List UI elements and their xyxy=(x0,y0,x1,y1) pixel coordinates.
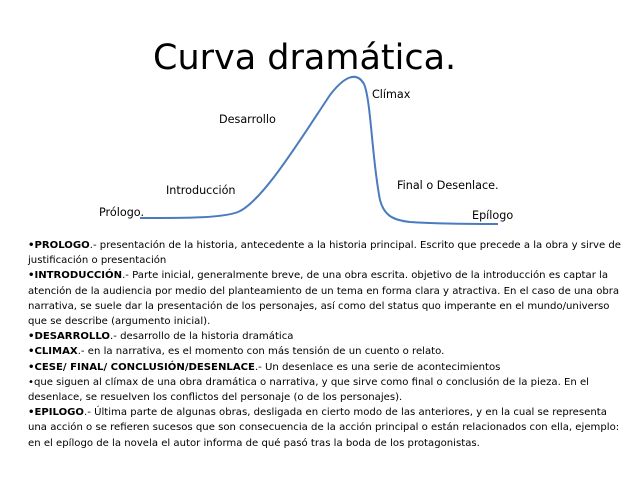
label-epilogo: Epílogo xyxy=(472,209,514,222)
definition-text: .- Un desenlace es una serie de acontecimientos xyxy=(254,361,501,373)
label-prologo: Prólogo. xyxy=(99,206,145,219)
definition-text: .- desarrollo de la historia dramática xyxy=(110,331,294,343)
definition-term: •CLIMAX xyxy=(28,346,78,358)
definition-climax xyxy=(28,344,624,359)
definition-term: •PROLOGO xyxy=(28,240,90,251)
label-final-desenlace: Final o Desenlace. xyxy=(397,179,499,192)
definition-term: •CESE/ FINAL/ CONCLUSIÓN/DESENLACE xyxy=(28,361,255,373)
label-introduccion: Introducción xyxy=(166,184,236,197)
definition-text: •que siguen al clímax de una obra dramática o narrativa, y que sirve como final o conclusión de la pieza. En el desenlace, se resuelven los conflictos del personaje (o de los personajes). xyxy=(28,376,589,404)
definition-term: •DESARROLLO xyxy=(28,331,111,343)
definition-desenlace-continued xyxy=(28,375,624,405)
definition-text: .- presentación de la historia, antecedente a la historia principal. Escrito que precede a la obra y sirve de justificación o presentación xyxy=(28,240,621,267)
dramatic-curve-line xyxy=(140,77,498,224)
label-climax: Clímax xyxy=(372,88,411,101)
label-desarrollo: Desarrollo xyxy=(219,113,276,126)
definition-text: .- Parte inicial, generalmente breve, de una obra escrita. objetivo de la introducción es captar la atención de la audiencia por medio del planteamiento de un tema en forma clara y atractiva. En el caso de una obra narrativa, se suele dar la presentación de los personajes, así como del status quo imperante en el mundo/universo que se describe (argumento inicial). xyxy=(28,270,620,328)
definition-epilogo xyxy=(28,405,624,451)
definition-desarrollo xyxy=(28,329,624,344)
definition-desenlace xyxy=(28,360,624,375)
definition-text: .- Última parte de algunas obras, desligada en cierto modo de las anteriores, y en la cual se representa una acción o se refieren sucesos que son consecuencia de la acción principal o están relacionados con ella, ejemplo: en el epílogo de la novela el autor informa de qué pasó tras la boda de los protagonistas. xyxy=(28,407,620,449)
definition-term: •EPILOGO xyxy=(28,407,85,419)
slide-title: Curva dramática. xyxy=(153,38,457,78)
definition-term: •INTRODUCCIÓN xyxy=(28,270,123,282)
definition-prologo xyxy=(28,238,624,268)
definition-text: .- en la narrativa, es el momento con más tensión de un cuento o relato. xyxy=(77,346,445,358)
definitions-list xyxy=(28,238,624,451)
definition-introduccion xyxy=(28,268,624,329)
